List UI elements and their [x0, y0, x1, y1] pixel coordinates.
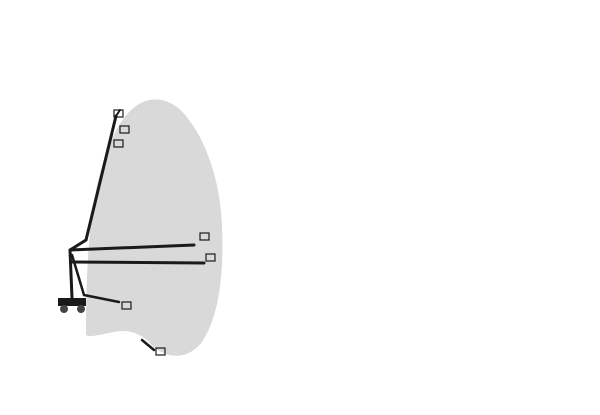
working-envelope: [86, 99, 222, 355]
working-range-diagram: [24, 80, 239, 390]
boom-horizontal-lower: [72, 262, 204, 263]
wheel: [60, 305, 68, 313]
wheel: [77, 305, 85, 313]
